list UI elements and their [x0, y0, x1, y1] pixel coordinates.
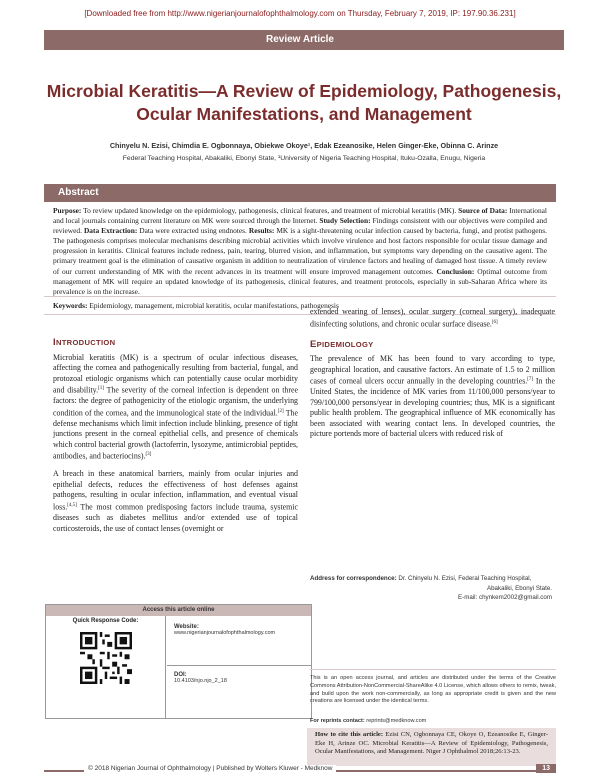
license-text: This is an open access journal, and articles are distributed under the terms of the Creative Commons Attribution-NonCommercial-ShareAlike 4.0 License, which allows others to remix, tweak, and build upon the work non-commercially, as long as appropriate credit is given and the new creations are licensed under the identical terms.: [310, 675, 556, 705]
right-column: [310, 307, 555, 440]
reprints-label: For reprints contact:: [310, 718, 365, 724]
purpose-label: Purpose:: [53, 206, 82, 215]
article-title: [44, 80, 564, 126]
keywords-text: Epidemiology, management, microbial keratitis, ocular manifestations, pathogenesis: [87, 301, 339, 310]
source-label: Source of Data:: [458, 206, 508, 215]
authors: Chinyelu N. Ezisi, Chimdia E. Ogbonnaya, Obiekwe Okoye¹, Edak Ezeanosike, Helen Ginger-Eke, Obinna C. Arinze: [109, 141, 499, 150]
results-text: MK is a sight-threatening ocular infection caused by bacteria, fungi, and protist pathogens. The pathogenesis comprises molecular mechanisms describing microbial activities which involve virulence and host factors responsible for ocular tissue damage and progression in keratitis. Clinical features include redness, pain, tearing, blurred vision, and inflammation, but symptoms vary depending on the causative agent. The primary treatment goal is the elimination of causative organism in addition to neutralization of virulence factors and healing of damaged host tissue. A timely review of our current understanding of MK with the recent advances in its treatment will ensure improved management outcomes.: [53, 226, 547, 276]
page-footer: [44, 766, 556, 776]
extraction-label: Data Extraction:: [83, 226, 138, 236]
source-text: International and local journals containing current literature on MK were sourced through the Internet.: [53, 206, 547, 226]
affiliation: Federal Teaching Hospital, Abakaliki, Ebonyi State, ¹University of Nigeria Teaching Hospital, Ituku-Ozalla, Enugu, Nigeria: [122, 155, 486, 162]
intro-paragraph-2: A breach in these anatomical barriers, mainly from ocular injuries and epithelial defects, reduces the effectiveness of host defenses against pathogens, resulting in ocular infection, inflammation, and eventual visual loss.[4,5] The most common predisposing factors include trauma, systemic diseases such as diabetes mellitus and/or extended use of topical corticosteroids, the use of contact lenses (overnight or: [53, 469, 298, 533]
correspondence-location: Abakaliki, Ebonyi State.: [486, 584, 552, 592]
access-heading: Access this article online: [46, 605, 311, 616]
qr-code-icon[interactable]: [80, 632, 132, 684]
epi-paragraph: The prevalence of MK has been found to vary according to type, geographical location, and causative factors. An estimate of 1.5 to 2 million cases of corneal ulcers occur annually in the developing countries.[7] In the United States, the incidence of MK varies from 11/100,000 persons/year to 799/100,000 persons/year in developing countries; thus, MK is a significant public health problem. The geographical influence of MK economically has been associated with wearing contact lens. In developed countries, the picture portends more of bacterial ulcers with reduced risk of: [310, 354, 555, 439]
abstract-body: [44, 206, 556, 297]
access-box: [45, 604, 312, 719]
selection-label: Study Selection:: [319, 216, 371, 226]
website-link[interactable]: www.nigerianjournalofophthalmology.com: [174, 630, 276, 636]
download-notice: [Downloaded free from http://www.nigerianjournalofophthalmology.com on Thursday, February 7, 2019, IP: 197.90.36.231]: [84, 9, 516, 18]
conclusion-text: Optimal outcome from management of MK will require an updated knowledge of its pathogenesis, clinical features, and treatment protocols, especially in sub-Saharan Africa where its prevalence is on the increase.: [53, 266, 547, 296]
selection-text: Findings consistent with our objectives were compiled and reviewed.: [53, 216, 548, 236]
correspondence-name: Dr. Chinyelu N. Ezisi, Federal Teaching Hospital,: [396, 575, 532, 582]
website-block: [174, 624, 275, 636]
website-label: Website:: [174, 624, 199, 630]
conclusion-label: Conclusion:: [436, 266, 475, 276]
correspondence-email[interactable]: E-mail: chynkem2002@gmail.com: [458, 594, 552, 601]
cite-label: How to cite this article:: [315, 731, 384, 738]
divider: [310, 669, 556, 670]
page-number: 13: [536, 764, 556, 773]
abstract-heading: Abstract: [44, 184, 556, 202]
results-label: Results:: [248, 226, 275, 236]
title-line-2: Ocular Manifestations, and Management: [136, 104, 472, 124]
keywords-label: Keywords:: [53, 301, 88, 310]
reprints: [310, 718, 556, 724]
correspondence-label: Address for correspondence:: [310, 575, 397, 582]
reprints-email[interactable]: reprints@medknow.com: [364, 718, 427, 724]
extraction-text: Data were extracted using endnotes.: [137, 226, 247, 236]
qr-label: Quick Response Code:: [72, 618, 139, 624]
epidemiology-heading: EPIDEMIOLOGY: [310, 338, 374, 350]
divider: [44, 296, 556, 297]
correspondence: [310, 574, 556, 603]
article-type: Review Article: [266, 34, 334, 45]
cite-text: Ezisi CN, Ogbonnaya CE, Okoye O, Ezeanosike E, Ginger-Eke H, Arinze OC. Microbial Keratitis—A Review of Epidemiology, Pathogenesis, Ocular Manifestations, and Management. Niger J Ophthalmol 2018;26:13-23.: [315, 731, 548, 756]
introduction-heading: INTRODUCTION: [53, 337, 116, 348]
citation-box: [307, 728, 556, 766]
intro-paragraph-2-cont: extended wearing of lenses), ocular surgery (corneal surgery), inadequate disinfecting solutions, and chronic ocular surface disease.[6]: [310, 307, 555, 329]
footer-text: © 2018 Nigerian Journal of Ophthalmology | Published by Wolters Kluwer - Medknow: [84, 765, 336, 772]
article-type-band: [44, 30, 564, 50]
purpose-text: To review updated knowledge on the epidemiology, pathogenesis, clinical features, and treatment of microbial keratitis (MK).: [81, 206, 457, 215]
doi-value[interactable]: 10.4103/njo.njo_2_18: [174, 678, 227, 684]
left-column: [53, 338, 298, 534]
intro-paragraph-1: Microbial keratitis (MK) is a spectrum of ocular infectious diseases, affecting the cornea and pathogenically resulting from bacterial, fungal, and protozoal etiologic organisms which can potentially cause ocular morbidity and disability.[1] The severity of the corneal infection is dependent on three factors: the degree of pathogenicity of the etiologic organism, the underlying condition of the cornea, and the immunological state of the individual.[2] The defense mechanisms which limit infection include blinking, presence of tight junctions present in the corneal epithelial cells, and presence of chemicals which control bacterial growth (lactoferrin, lysozyme, antimicrobial peptides, antibodies, and bacteriocins).[3]: [53, 352, 298, 461]
title-line-1: Microbial Keratitis—A Review of Epidemiology, Pathogenesis,: [46, 81, 562, 101]
doi-block: [174, 672, 227, 684]
doi-label: DOI:: [174, 672, 187, 678]
qr-panel: [46, 616, 166, 718]
access-divider: [167, 665, 311, 666]
